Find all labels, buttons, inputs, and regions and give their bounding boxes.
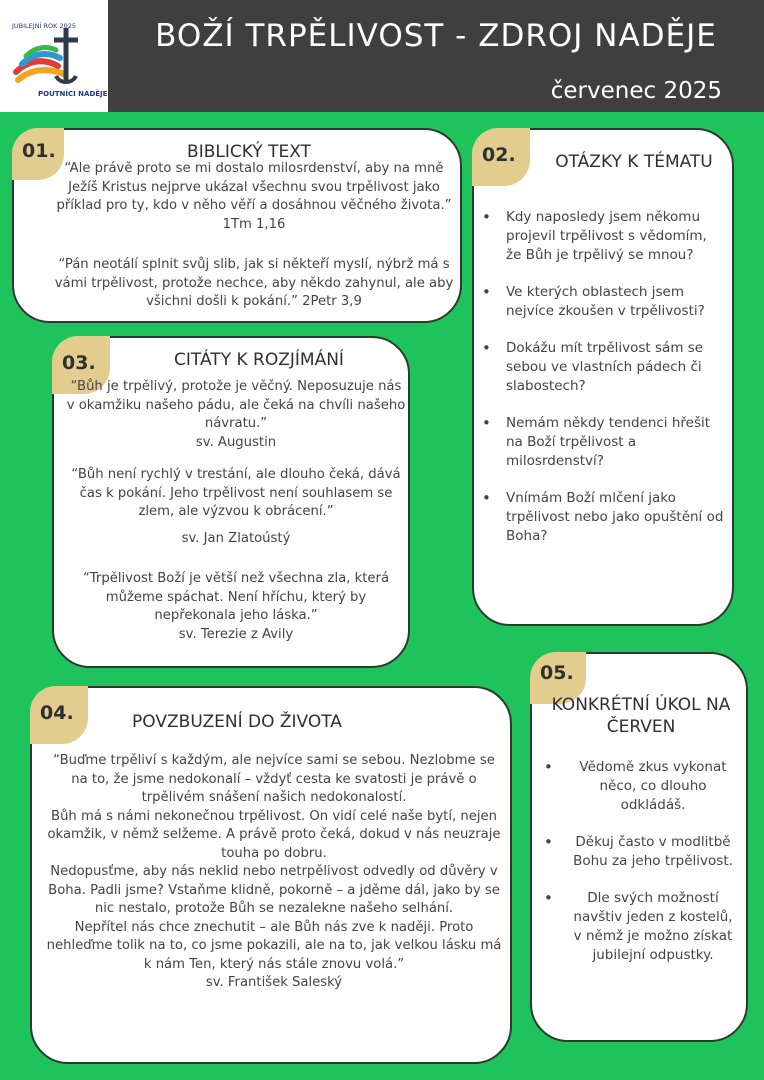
list-item: • Kdy naposledy jsem někomu projevil trpělivost s vědomím, že Bůh je trpělivý se mnou? <box>506 208 726 265</box>
paragraph: Bůh má s námi nekonečnou trpělivost. On vidí celé naše bytí, nejen okamžik, v němž selžeme. A právě proto čeká, dokud v nás neuzraje touha po dobru. <box>47 808 501 861</box>
section-questions <box>472 128 734 626</box>
section-number: 03. <box>52 336 110 394</box>
quote-author: sv. Terezie z Avily <box>178 626 294 642</box>
logo-text-bottom: POUTNÍCI NADĚJE <box>38 90 108 98</box>
list-item: • Dokážu mít trpělivost sám se sebou ve vlastních pádech či slabostech? <box>506 339 726 396</box>
quote-block <box>66 570 406 644</box>
question-list <box>506 208 726 564</box>
section-task <box>530 652 748 1042</box>
section-number: 01. <box>12 128 64 180</box>
quote-block <box>66 466 406 548</box>
quote-author: sv. Jan Zlatoústý <box>181 530 291 546</box>
task-list <box>568 758 738 983</box>
page-date: červenec 2025 <box>550 78 722 104</box>
paragraph: Nepřítel nás chce znechutit – ale Bůh nás zve k naději. Proto nehleďme tolik na to, co jsme pokazili, ale na to, jak velkou lásku má k nám Ten, který nás stále znovu volá.” <box>46 919 502 972</box>
quote-text: “Bůh není rychlý v trestání, ale dlouho čeká, dává čas k pokání. Jeho trpělivost není souhlasem se zlem, ale výzvou k obrácení.” <box>71 467 401 519</box>
paragraph: “Buďme trpěliví s každým, ale nejvíce sami se sebou. Nezlobme se na to, že jsme nedokonalí – vždyť cesta ke svatosti je právě o trpělivém snášení našich nedokonalostí. <box>53 753 495 805</box>
bible-quote: “Ale právě proto se mi dostalo milosrdenství, aby na mně Ježíš Kristus nejprve ukázal všechnu svou trpělivost jako příklad pro ty, kdo v něho věří a dosáhnou věčného života.” 1Tm 1,16 <box>56 161 452 232</box>
section-number: 04. <box>30 686 88 744</box>
list-item: • Vědomě zkus vykonat něco, co dlouho odkládáš. <box>568 758 738 815</box>
page-title: BOŽÍ TRPĚLIVOST - ZDROJ NADĚJE <box>155 18 717 54</box>
section-quotes <box>52 336 410 668</box>
bible-quote: “Pán neotálí splnit svůj slib, jak si někteří myslí, nýbrž má s vámi trpělivost, protože nechce, aby někdo zahynul, ale aby všichni došli k pokání.” 2Petr 3,9 <box>54 257 454 309</box>
quote-block <box>66 378 406 452</box>
list-item: • Ve kterých oblastech jsem nejvíce zkoušen v trpělivosti? <box>506 283 726 321</box>
logo <box>0 0 108 112</box>
quote-text: “Trpělivost Boží je větší než všechna zla, která můžeme spáchat. Není hříchu, který by nepřekonala jeho láska.” <box>82 571 390 623</box>
quote-author: sv. František Saleský <box>205 975 343 990</box>
quote-text: “Bůh je trpělivý, protože je věčný. Neposuzuje nás v okamžiku našeho pádu, ale čeká na chvíli našeho návratu.” <box>66 379 406 431</box>
quote-author: sv. Augustin <box>195 434 277 450</box>
list-item: • Vnímám Boží mlčení jako trpělivost nebo jako opuštění od Boha? <box>506 489 726 546</box>
section-encouragement <box>30 686 512 1064</box>
list-item: • Nemám někdy tendenci hřešit na Boží trpělivost a milosrdenství? <box>506 414 726 471</box>
section-title: OTÁZKY K TÉMATU <box>555 152 713 172</box>
section-title: KONKRÉTNÍ ÚKOL NA ČERVEN <box>551 695 731 737</box>
section-number: 02. <box>472 128 530 186</box>
paragraph: Nedopusťme, aby nás neklid nebo netrpělivost odvedly od důvěry v Boha. Padli jsme? Vstaňme klidně, pokorně – a jděme dál, jako by se nic nestalo, protože Bůh se nezalekne našeho selhání. <box>48 864 500 916</box>
logo-text-top: JUBILEJNÍ ROK 2025 <box>12 22 77 30</box>
section-title: POVZBUZENÍ DO ŽIVOTA <box>132 712 342 732</box>
section-title: BIBLICKÝ TEXT <box>187 142 311 162</box>
section-title: CITÁTY K ROZJÍMÁNÍ <box>174 350 344 370</box>
section-biblical-text <box>12 128 462 323</box>
jubilee-cross-logo-icon <box>8 10 108 102</box>
section-number: 05. <box>530 652 586 704</box>
list-item: • Děkuj často v modlitbě Bohu za jeho trpělivost. <box>568 833 738 871</box>
page-header <box>0 0 764 112</box>
encouragement-text <box>44 752 504 993</box>
list-item: • Dle svých možností navštiv jeden z kostelů, v němž je možno získat jubilejní odpustky. <box>568 889 738 965</box>
